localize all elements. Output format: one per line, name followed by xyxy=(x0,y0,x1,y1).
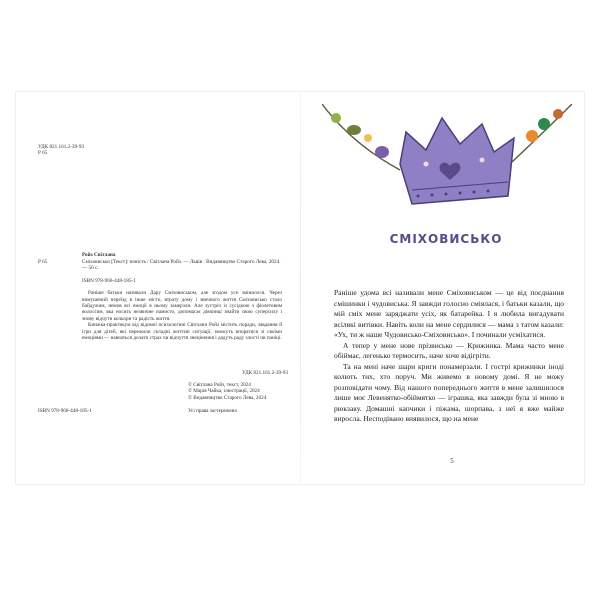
rights-reserved: Усі права застережено xyxy=(188,408,238,414)
bead-purple xyxy=(375,146,389,158)
paragraph: А тепер у мене нове прізвисько — Крижинка. Мама часто мене обіймає, легенько термосить, наче хоче відігріти. xyxy=(334,340,564,360)
bead-orange xyxy=(526,130,538,142)
bead-rust xyxy=(553,109,563,119)
catalog-annotation-1: Раніше батьки називали Дару Сміховиськом, але згодом усе змінилося. Через вимушений переїзд в інше місто, втрату дому і звичного життя Сміховисько стало байдужим, немов всі емоції в ньому замерзли. Але зустріч із сусідкою з фіолетовим волоссям, яка носить незвичне намисто, допомагає дівчинці знайти свою суперсилу і знову відчути кольори та радість життя. xyxy=(82,290,282,322)
paragraph: Раніше удома всі називали мене Сміховиськом — це від поєднання смішинки і чудовиська. Я завжди голосно сміялася, і батьки казали, що мій сміх мене заряджати усіх, як батарейка. І я любила вигадувати всілякі витівки. Навіть коли на мене сердилися — мама з татом казали: «Ух, ти ж наше Чудовисько-Сміховисько». І починали усміхатися. xyxy=(334,288,564,339)
crown-necklace-illustration xyxy=(322,104,572,214)
copyright-line: © Світлана Ройз, текст, 2024 xyxy=(188,382,251,388)
chapter-text xyxy=(334,288,564,425)
paragraph: Та на мені наче шари криги понамерзали. І гострі крижинки іноді колють тих, хто поруч. Ми живемо в новому домі. Я не можу розповідати чому. Від нашого попереднього життя в мене залишилося лише моє Левенятко-обіймятко — іграшка, яка завжди була зі мною в рюкзаку. Домашні капчики і піжама, шорпава, з неї я вже майже виросла. Несподівано виявилося, що на мене xyxy=(334,361,564,423)
copyright-line: © Марія Чайка, ілюстрації, 2024 xyxy=(188,388,260,395)
bead-yellow xyxy=(364,134,372,142)
isbn-footer: ISBN 978-966-448-185-1 xyxy=(38,408,92,414)
page-gutter xyxy=(300,92,301,484)
copyright-block xyxy=(188,382,298,401)
book-spread xyxy=(16,92,584,484)
bead-green xyxy=(538,118,550,130)
catalog-author: Ройз Світлана xyxy=(82,252,116,258)
crown-icon xyxy=(400,118,514,204)
udk-header xyxy=(38,144,158,157)
catalog-udk: УДК 821.161.2-39-93 xyxy=(241,370,288,376)
catalog-description: Сміховисько [Текст]: повість / Світлана Ройз. — Львів : Видавництво Старого Лева, 2024. — 56 с. xyxy=(82,259,281,272)
catalog-annotation-2: Книжка-практикум від відомої психологині Світлани Ройз містить поради, завдання й ігри для дітей, які пережили складні життєві ситуації, зможуть впоратися зі своїми емоціями — навчаться долати страх чи відчуття знецінення і дадуть раду злості чи паніці. xyxy=(82,322,282,342)
bead-olive xyxy=(347,125,361,135)
catalog-isbn: ISBN 978-966-448-185-1 xyxy=(82,277,136,284)
udk-code: УДК 821.161.2-39-93 xyxy=(38,144,85,150)
catalog-body xyxy=(82,259,282,341)
copyright-line: © Видавництво Старого Лева, 2024 xyxy=(188,394,267,401)
bead-green xyxy=(331,113,341,123)
author-index: Р 65 xyxy=(38,150,48,157)
page-number: 5 xyxy=(450,457,454,465)
catalog-index: Р 65 xyxy=(38,259,48,265)
chapter-title: СМІХОВИСЬКО xyxy=(389,232,503,246)
